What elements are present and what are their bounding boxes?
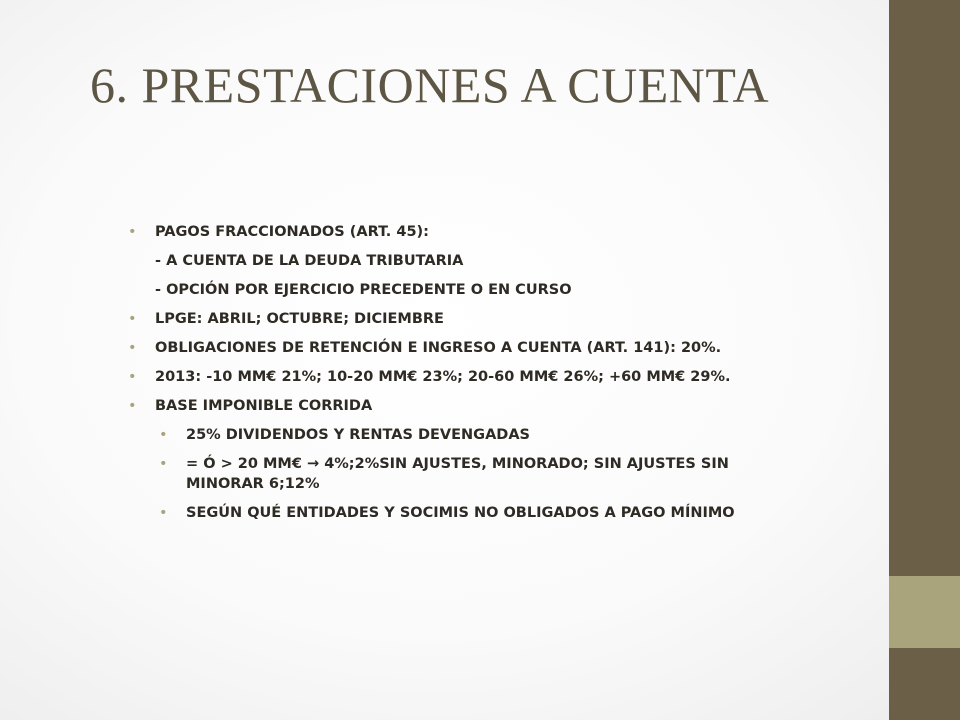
list-item: - A CUENTA DE LA DEUDA TRIBUTARIA bbox=[155, 253, 464, 269]
sub-list-item: • SEGÚN QUÉ ENTIDADES Y SOCIMIS NO OBLIGADOS A PAGO MÍNIMO bbox=[126, 503, 826, 523]
list-item: • LPGE: ABRIL; OCTUBRE; DICIEMBRE bbox=[126, 309, 826, 329]
sidebar-middle-band bbox=[889, 576, 960, 648]
slide-title: 6. PRESTACIONES A CUENTA bbox=[90, 57, 770, 113]
list-item: • OBLIGACIONES DE RETENCIÓN E INGRESO A CUENTA (ART. 141): 20%. bbox=[126, 338, 826, 358]
sub-list-item: • 25% DIVIDENDOS Y RENTAS DEVENGADAS bbox=[126, 425, 826, 445]
list-item: - OPCIÓN POR EJERCICIO PRECEDENTE O EN CURSO bbox=[155, 282, 572, 298]
sidebar-top-band bbox=[889, 0, 960, 576]
list-item: • PAGOS FRACCIONADOS (ART. 45): bbox=[126, 222, 826, 242]
slide-content-list bbox=[126, 222, 826, 532]
list-item: • 2013: -10 MM€ 21%; 10-20 MM€ 23%; 20-60 MM€ 26%; +60 MM€ 29%. bbox=[126, 367, 826, 387]
list-item: • BASE IMPONIBLE CORRIDA bbox=[126, 396, 826, 416]
sidebar-bottom-band bbox=[889, 648, 960, 720]
sub-list-item: • = Ó > 20 MM€ → 4%;2%SIN AJUSTES, MINORADO; SIN AJUSTES SIN MINORAR 6;12% bbox=[126, 454, 796, 494]
